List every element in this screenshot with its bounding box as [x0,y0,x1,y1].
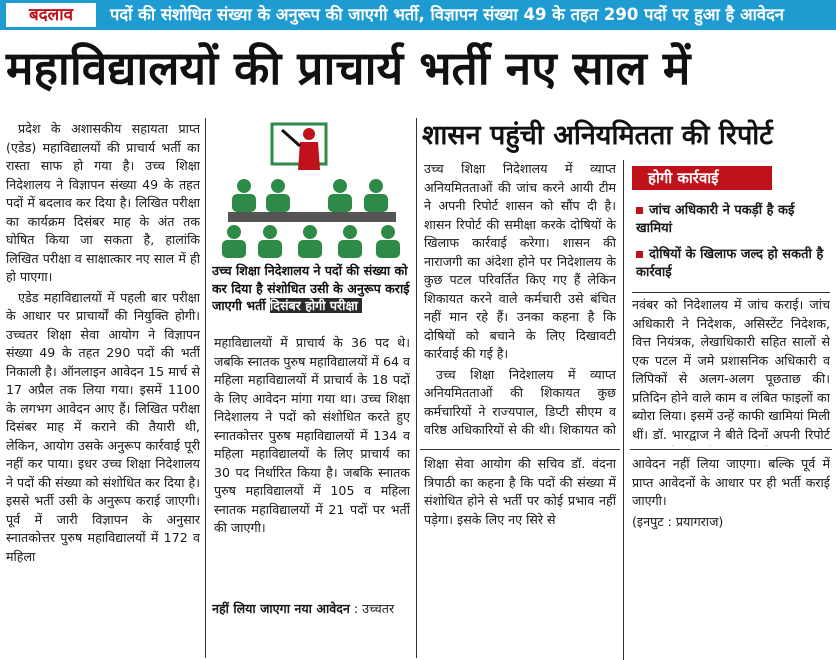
col3-para-2: उच्च शिक्षा निदेशालय में व्याप्त अनियमितताओं की शिकायत कुछ कर्मचारियों ने राज्यपाल, डिप्टी सीएम व वरिष्ठ अधिकारियों से की थी। शिकायत को [424,366,616,437]
headline: महाविद्यालयों की प्राचार्य भर्ती नए साल में [6,41,691,95]
column-4-bottom [632,455,830,655]
column-4 [632,296,830,446]
image-caption [212,262,412,332]
col1-para-1: प्रदेश के अशासकीय सहायता प्राप्त (एडेड) महाविद्यालयों की प्राचार्य भर्ती का रास्ता साफ हो गया है। उच्च शिक्षा निदेशालय ने विज्ञापन संख्या 49 के तहत पदों में बदलाव कर दिया है। लिखित परीक्षा का कार्यक्रम दिसंबर माह के अंत तक घोषित किया जा सकता है, हालांकि लिखित परीक्षा व साक्षात्कार नए साल में ही हो पाएगा। [6,121,200,284]
caption-highlight: दिसंबर होगी परीक्षा [270,298,362,313]
teacher-class-illustration [212,120,412,262]
caption-text: उच्च शिक्षा निदेशालय ने पदों की संख्या को कर दिया है संशोधित उसी के अनुरूप कराई जाएगी भर्ती [212,263,410,313]
column-3-bottom [424,455,616,655]
divider-h-left [420,449,620,450]
column-1 [6,120,200,655]
divider-2 [416,118,417,658]
divider-1 [205,118,206,658]
col4-para-2: आवेदन नहीं लिया जाएगा। बल्कि पूर्व में प्राप्त आवेदनों के आधार पर ही भर्ती कराई जाएगी। [632,456,830,508]
box-bullet-1-text: जांच अधिकारी ने पकड़ीं है कई खामियां [636,203,795,236]
top-banner [0,0,836,30]
input-credit: (इनपुट : प्रयागराज) [632,513,724,529]
box-title: होगी कार्रवाई [632,166,772,190]
box-bullet-2 [636,246,824,282]
banner-text: पदों की संशोधित संख्या के अनुरूप की जाएगी भर्ती, विज्ञापन संख्या 49 के तहत 290 पदों पर हुआ है आवेदन [110,5,784,24]
col2-bottom-line [212,600,412,618]
col1-para-2: एडेड महाविद्यालयों में पहली बार परीक्षा के आधार पर प्राचार्यों की नियुक्ति होगी। उच्चतर शिक्षा सेवा आयोग ने विज्ञापन संख्या 49 के तहत 290 पदों की भर्ती निकाली है। ऑनलाइन आवेदन 15 मार्च से 17 अप्रैल तक लिया गया। इसमें 1100 के लगभग आवेदन आए हैं। लिखित परीक्षा दिसंबर माह में कराने की तैयारी थी, लेकिन, आयोग उसके अनुरूप कार्रवाई पूरी नहीं कर पाया। इधर उच्च शिक्षा निदेशालय ने पदों की संख्या को संशोधित कर दिया है। इससे भर्ती उसी के अनुरूप कराई जाएगी। पूर्व में जारी विज्ञापन के अनुसार स्नातकोत्तर पुरुष महाविद्यालयों में 172 व महिला [6,289,200,564]
column-3 [424,160,616,438]
col3-para-1: उच्च शिक्षा निदेशालय में व्याप्त अनियमितताओं की जांच करने आयी टीम ने अपनी रिपोर्ट शासन को सौंप दी है। शासन रिपोर्ट की समीक्षा करके दोषियों के खिलाफ कार्रवाई करेगा। शासन की नाराजगी का अंदेशा होने पर निदेशालय के कुछ पटल परिवर्तित किए गए हैं लेकिन शिकायत करने वाले कर्मचारी उसे बंचित नहीं मान रहे हैं। उनका कहना है कि दोषियों को बचाने के लिए दिखावटी कार्रवाई की गई है। [424,161,616,361]
box-bottom-rule [632,292,830,293]
box-bullet-1 [636,202,824,238]
divider-3 [623,160,624,660]
col2-bottom-bold: नहीं लिया जाएगा नया आवेदन [212,601,350,616]
bullet-square-icon [636,251,643,258]
box-bullet-2-text: दोषियों के खिलाफ जल्द हो सकती है कार्रवाई [636,247,824,280]
subheadline: शासन पहुंची अनियमितता की रिपोर्ट [422,120,773,151]
bullet-square-icon [636,207,643,214]
section-tag: बदलाव [6,3,96,27]
col4-para-1: नवंबर को निदेशालय में जांच कराई। जांच अधिकारी ने निदेशक, असिस्टेंट निदेशक, वित्त नियंत्रक, लेखाधिकारी सहित सालों से एक पटल में जमे प्रशासनिक अधिकारी व लिपिकों से अलग-अलग पूछताछ की। प्रतिदिन होने वाले काम व लंबित फाइलों का ब्योरा लिया। इसमें उन्हें काफी खामियां मिली थीं। डॉ. भारद्वाज ने बीते दिनों अपनी रिपोर्ट [632,297,830,442]
column-2 [214,334,410,596]
col2-para-1: महाविद्यालयों में प्राचार्य के 36 पद थे। जबकि स्नातक पुरुष महाविद्यालयों में 64 व महिला महाविद्यालयों में प्राचार्य के 18 पदों के लिए आवेदन मांगा गया था। उच्च शिक्षा निदेशालय ने पदों को संशोधित करते हुए स्नातकोत्तर पुरुष महाविद्यालयों में 134 व महिला महाविद्यालयों के लिए प्राचार्य का 30 पद निर्धारित किया है। जबकि स्नातक पुरुष महाविद्यालयों में 105 व महिला स्नातक महाविद्यालयों में 21 पदों पर भर्ती की जाएगी। [214,335,410,535]
col2-bottom-rest: : उच्चतर [349,601,395,616]
col3-para-3: शिक्षा सेवा आयोग की सचिव डॉ. वंदना त्रिपाठी का कहना है कि पदों की संख्या में संशोधित होने से भर्ती पर कोई प्रभाव नहीं पड़ेगा। इसके लिए नए सिरे से [424,456,616,527]
divider-h-right [630,449,832,450]
